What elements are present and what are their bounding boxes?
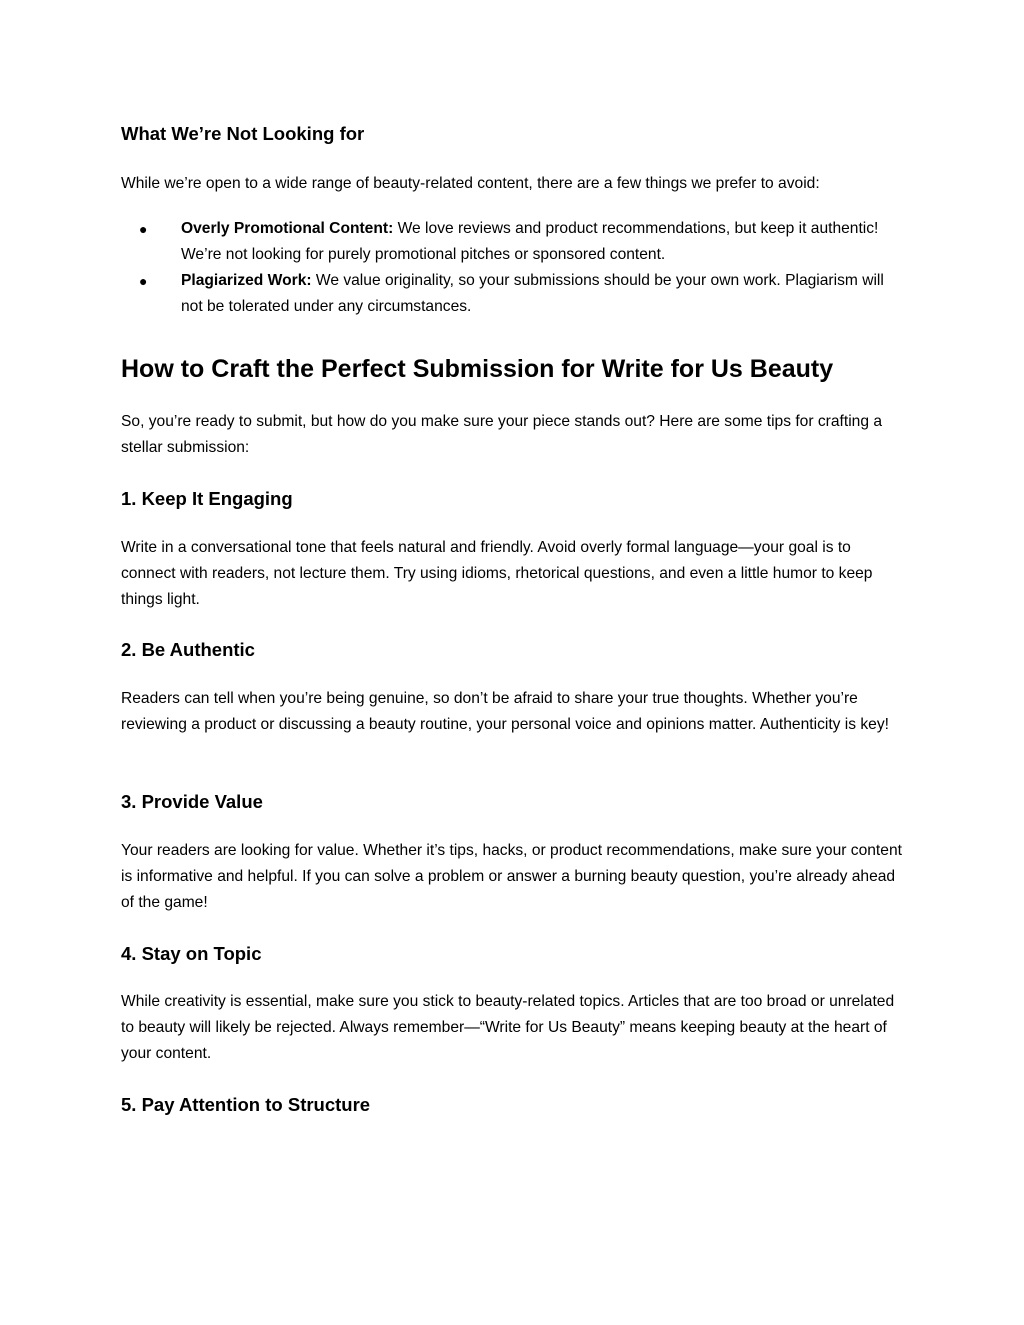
list-item [121, 216, 906, 268]
bullet-label: Plagiarized Work: [181, 272, 312, 289]
intro-paragraph-craft: So, you’re ready to submit, but how do you make sure your piece stands out? Here are some tips for crafting a stellar submission: [121, 413, 883, 456]
tip-heading-5: 5. Pay Attention to Structure [121, 1094, 371, 1115]
heading-not-looking-for: What We’re Not Looking for [121, 123, 365, 144]
bullet-text: We love reviews and product recommendations, but keep it authentic! We’re not looking for purely promotional pitches or sponsored content. [181, 220, 879, 263]
avoid-bullet-list [121, 216, 906, 320]
bullet-dot-icon: ● [139, 273, 148, 289]
tip-body-2: Readers can tell when you’re being genuine, so don’t be afraid to share your true thoughts. Whether you’re reviewing a product or discussing a beauty routine, your personal voice and opinions matter. Authenticity is key! [121, 690, 889, 733]
tip-body-1: Write in a conversational tone that feels natural and friendly. Avoid overly formal language—your goal is to connect with readers, not lecture them. Try using idioms, rhetorical questions, and even a little humor to keep things light. [121, 539, 873, 608]
list-item [121, 268, 906, 320]
tip-body-4: While creativity is essential, make sure you stick to beauty-related topics. Articles that are too broad or unrelated to beauty will likely be rejected. Always remember—“Write for Us Beauty” means keeping beauty at the heart of your content. [121, 993, 895, 1062]
tip-heading-3: 3. Provide Value [121, 791, 263, 812]
tip-body-3: Your readers are looking for value. Whether it’s tips, hacks, or product recommendations, make sure your content is informative and helpful. If you can solve a problem or answer a burning beauty question, you’re already ahead of the game! [121, 842, 902, 911]
heading-craft-submission: How to Craft the Perfect Submission for Write for Us Beauty [121, 355, 834, 383]
intro-paragraph-avoid: While we’re open to a wide range of beauty-related content, there are a few things we prefer to avoid: [121, 175, 820, 192]
bullet-dot-icon: ● [139, 221, 148, 237]
tip-heading-2: 2. Be Authentic [121, 639, 255, 660]
tip-heading-1: 1. Keep It Engaging [121, 488, 293, 509]
bullet-text: We value originality, so your submissions should be your own work. Plagiarism will not be tolerated under any circumstances. [181, 272, 884, 315]
bullet-label: Overly Promotional Content: [181, 220, 394, 237]
tip-heading-4: 4. Stay on Topic [121, 943, 262, 964]
